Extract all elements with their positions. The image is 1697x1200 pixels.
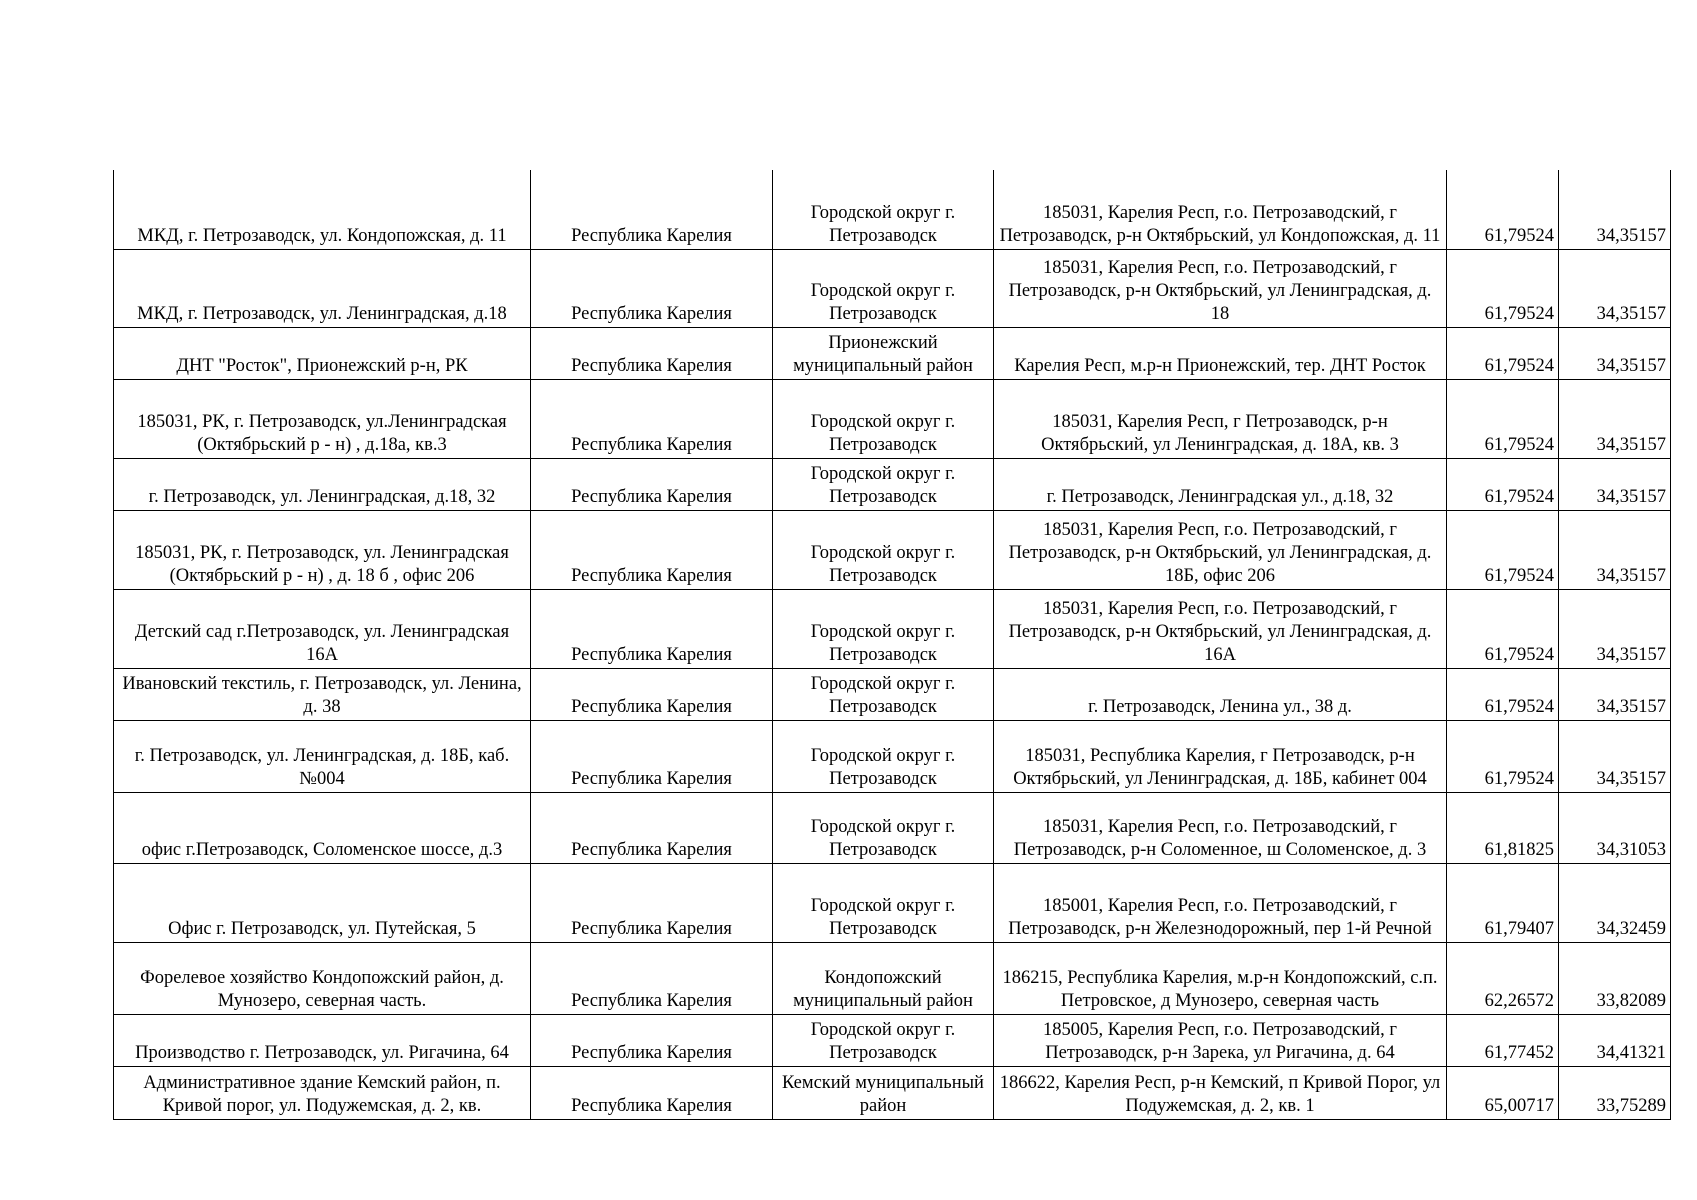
region-cell: Республика Карелия xyxy=(531,510,773,589)
municipality-cell: Кондопожский муниципальный район xyxy=(773,942,994,1014)
longitude-cell: 34,35157 xyxy=(1559,170,1671,249)
object-name-cell: МКД, г. Петрозаводск, ул. Кондопожская, д. 11 xyxy=(114,170,531,249)
address-cell: 186622, Карелия Респ, р-н Кемский, п Кривой Порог, ул Подужемская, д. 2, кв. 1 xyxy=(994,1066,1447,1119)
longitude-cell: 34,35157 xyxy=(1559,327,1671,379)
region-cell: Республика Карелия xyxy=(531,668,773,720)
address-cell: 185005, Карелия Респ, г.о. Петрозаводский, г Петрозаводск, р-н Зарека, ул Ригачина, д. 64 xyxy=(994,1014,1447,1066)
municipality-cell: Городской округ г. Петрозаводск xyxy=(773,249,994,327)
table-row xyxy=(114,458,1671,510)
latitude-cell: 61,81825 xyxy=(1447,792,1559,863)
region-cell: Республика Карелия xyxy=(531,170,773,249)
latitude-cell: 61,79524 xyxy=(1447,170,1559,249)
address-cell: г. Петрозаводск, Ленинградская ул., д.18, 32 xyxy=(994,458,1447,510)
table-row xyxy=(114,170,1671,249)
table-row xyxy=(114,668,1671,720)
latitude-cell: 61,79524 xyxy=(1447,249,1559,327)
object-name-cell: ДНТ "Росток", Прионежский р-н, РК xyxy=(114,327,531,379)
address-table xyxy=(113,170,1671,1120)
table-row xyxy=(114,589,1671,668)
longitude-cell: 34,35157 xyxy=(1559,668,1671,720)
latitude-cell: 62,26572 xyxy=(1447,942,1559,1014)
municipality-cell: Городской округ г. Петрозаводск xyxy=(773,1014,994,1066)
latitude-cell: 61,79524 xyxy=(1447,458,1559,510)
table-row xyxy=(114,249,1671,327)
region-cell: Республика Карелия xyxy=(531,458,773,510)
table-row xyxy=(114,942,1671,1014)
municipality-cell: Кемский муниципальный район xyxy=(773,1066,994,1119)
region-cell: Республика Карелия xyxy=(531,1066,773,1119)
region-cell: Республика Карелия xyxy=(531,942,773,1014)
object-name-cell: г. Петрозаводск, ул. Ленинградская, д. 18Б, каб. №004 xyxy=(114,720,531,792)
address-cell: 185001, Карелия Респ, г.о. Петрозаводский, г Петрозаводск, р-н Железнодорожный, пер 1-й Речной xyxy=(994,863,1447,942)
object-name-cell: г. Петрозаводск, ул. Ленинградская, д.18, 32 xyxy=(114,458,531,510)
object-name-cell: Форелевое хозяйство Кондопожский район, д. Мунозеро, северная часть. xyxy=(114,942,531,1014)
address-cell: 185031, Карелия Респ, г.о. Петрозаводский, г Петрозаводск, р-н Октябрьский, ул Кондопожская, д. 11 xyxy=(994,170,1447,249)
table-row xyxy=(114,863,1671,942)
region-cell: Республика Карелия xyxy=(531,249,773,327)
municipality-cell: Городской округ г. Петрозаводск xyxy=(773,668,994,720)
municipality-cell: Городской округ г. Петрозаводск xyxy=(773,170,994,249)
latitude-cell: 61,79524 xyxy=(1447,510,1559,589)
latitude-cell: 65,00717 xyxy=(1447,1066,1559,1119)
table-row xyxy=(114,792,1671,863)
object-name-cell: 185031, РК, г. Петрозаводск, ул. Ленинградская (Октябрьский р - н) , д. 18 б , офис 206 xyxy=(114,510,531,589)
object-name-cell: Производство г. Петрозаводск, ул. Ригачина, 64 xyxy=(114,1014,531,1066)
longitude-cell: 34,41321 xyxy=(1559,1014,1671,1066)
municipality-cell: Городской округ г. Петрозаводск xyxy=(773,720,994,792)
region-cell: Республика Карелия xyxy=(531,589,773,668)
address-cell: 185031, Карелия Респ, г.о. Петрозаводский, г Петрозаводск, р-н Октябрьский, ул Ленинградская, д. 18 xyxy=(994,249,1447,327)
object-name-cell: Офис г. Петрозаводск, ул. Путейская, 5 xyxy=(114,863,531,942)
municipality-cell: Городской округ г. Петрозаводск xyxy=(773,510,994,589)
table-row xyxy=(114,510,1671,589)
latitude-cell: 61,79524 xyxy=(1447,379,1559,458)
object-name-cell: офис г.Петрозаводск, Соломенское шоссе, д.3 xyxy=(114,792,531,863)
address-cell: Карелия Респ, м.р-н Прионежский, тер. ДНТ Росток xyxy=(994,327,1447,379)
region-cell: Республика Карелия xyxy=(531,863,773,942)
latitude-cell: 61,79524 xyxy=(1447,589,1559,668)
longitude-cell: 34,35157 xyxy=(1559,458,1671,510)
latitude-cell: 61,79524 xyxy=(1447,668,1559,720)
table-row xyxy=(114,379,1671,458)
region-cell: Республика Карелия xyxy=(531,720,773,792)
address-cell: 185031, Карелия Респ, г.о. Петрозаводский, г Петрозаводск, р-н Октябрьский, ул Ленинградская, д. 16А xyxy=(994,589,1447,668)
table-row xyxy=(114,1066,1671,1119)
latitude-cell: 61,79524 xyxy=(1447,327,1559,379)
address-cell: 185031, Республика Карелия, г Петрозаводск, р-н Октябрьский, ул Ленинградская, д. 18Б, кабинет 004 xyxy=(994,720,1447,792)
municipality-cell: Городской округ г. Петрозаводск xyxy=(773,863,994,942)
address-cell: 185031, Карелия Респ, г Петрозаводск, р-н Октябрьский, ул Ленинградская, д. 18А, кв. 3 xyxy=(994,379,1447,458)
address-cell: 185031, Карелия Респ, г.о. Петрозаводский, г Петрозаводск, р-н Соломенное, ш Соломенское, д. 3 xyxy=(994,792,1447,863)
region-cell: Республика Карелия xyxy=(531,327,773,379)
municipality-cell: Городской округ г. Петрозаводск xyxy=(773,458,994,510)
longitude-cell: 34,35157 xyxy=(1559,589,1671,668)
region-cell: Республика Карелия xyxy=(531,379,773,458)
municipality-cell: Городской округ г. Петрозаводск xyxy=(773,589,994,668)
longitude-cell: 34,35157 xyxy=(1559,249,1671,327)
longitude-cell: 34,32459 xyxy=(1559,863,1671,942)
table-body xyxy=(114,170,1671,1119)
longitude-cell: 33,82089 xyxy=(1559,942,1671,1014)
longitude-cell: 34,35157 xyxy=(1559,379,1671,458)
object-name-cell: Ивановский текстиль, г. Петрозаводск, ул. Ленина, д. 38 xyxy=(114,668,531,720)
object-name-cell: МКД, г. Петрозаводск, ул. Ленинградская, д.18 xyxy=(114,249,531,327)
table-row xyxy=(114,720,1671,792)
table-row xyxy=(114,327,1671,379)
longitude-cell: 34,35157 xyxy=(1559,720,1671,792)
table-row xyxy=(114,1014,1671,1066)
address-cell: 185031, Карелия Респ, г.о. Петрозаводский, г Петрозаводск, р-н Октябрьский, ул Ленинградская, д. 18Б, офис 206 xyxy=(994,510,1447,589)
longitude-cell: 33,75289 xyxy=(1559,1066,1671,1119)
latitude-cell: 61,77452 xyxy=(1447,1014,1559,1066)
object-name-cell: 185031, РК, г. Петрозаводск, ул.Ленинградская (Октябрьский р - н) , д.18а, кв.3 xyxy=(114,379,531,458)
longitude-cell: 34,31053 xyxy=(1559,792,1671,863)
object-name-cell: Административное здание Кемский район, п. Кривой порог, ул. Подужемская, д. 2, кв. xyxy=(114,1066,531,1119)
region-cell: Республика Карелия xyxy=(531,792,773,863)
region-cell: Республика Карелия xyxy=(531,1014,773,1066)
object-name-cell: Детский сад г.Петрозаводск, ул. Ленинградская 16А xyxy=(114,589,531,668)
address-cell: г. Петрозаводск, Ленина ул., 38 д. xyxy=(994,668,1447,720)
latitude-cell: 61,79524 xyxy=(1447,720,1559,792)
longitude-cell: 34,35157 xyxy=(1559,510,1671,589)
address-cell: 186215, Республика Карелия, м.р-н Кондопожский, с.п. Петровское, д Мунозеро, северная часть xyxy=(994,942,1447,1014)
latitude-cell: 61,79407 xyxy=(1447,863,1559,942)
municipality-cell: Прионежский муниципальный район xyxy=(773,327,994,379)
municipality-cell: Городской округ г. Петрозаводск xyxy=(773,792,994,863)
municipality-cell: Городской округ г. Петрозаводск xyxy=(773,379,994,458)
